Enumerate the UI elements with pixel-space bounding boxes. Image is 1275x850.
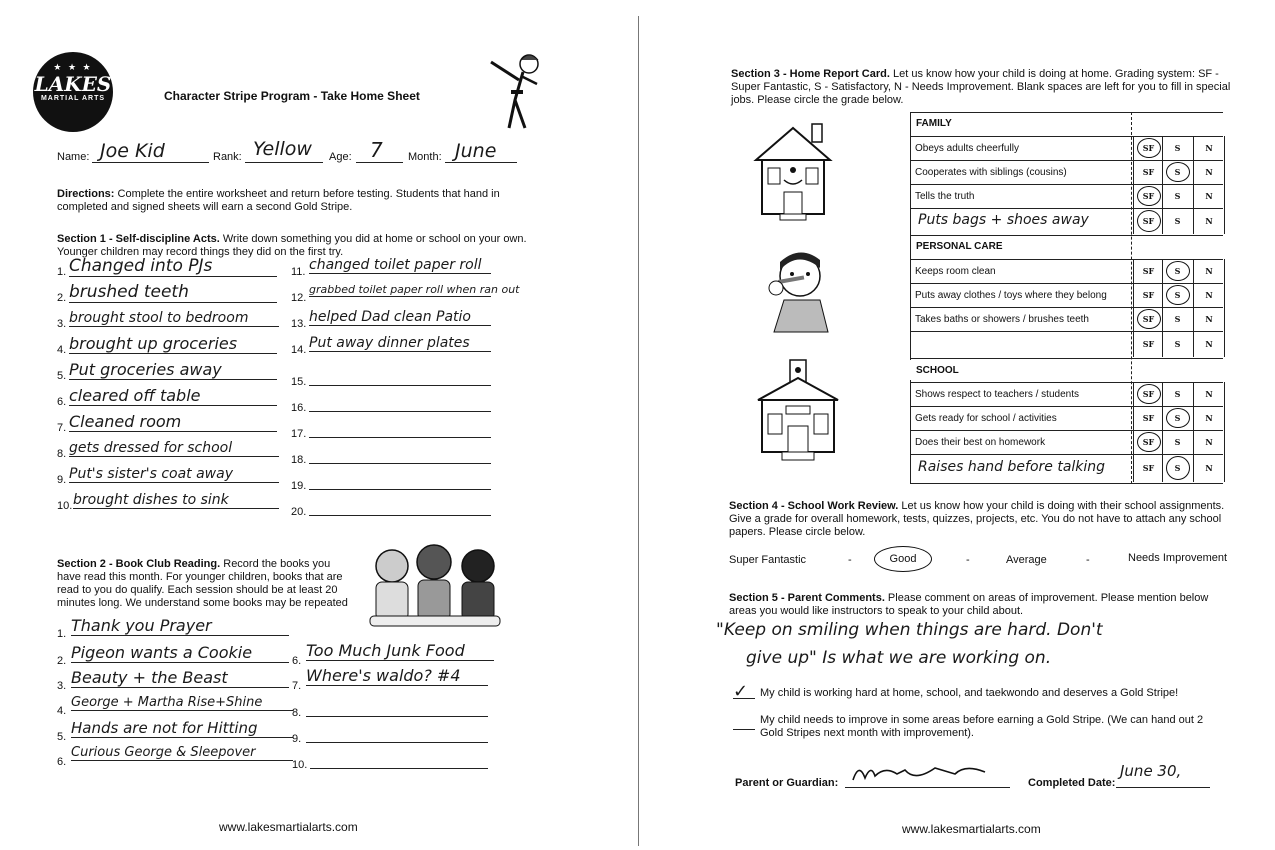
gold-stripe-statement: My child is working hard at home, school, and taekwondo and deserves a Gold Stripe! — [760, 687, 1179, 699]
section1-text: Write down something you did at home or school on your own. Younger children may record things they did on the first try. — [57, 233, 527, 258]
family-header: FAMILY — [916, 118, 952, 129]
grade-cell-s[interactable] — [1162, 454, 1192, 482]
list-item: 10. — [292, 755, 307, 773]
book-entry[interactable]: Beauty + the Beast — [71, 668, 289, 688]
grade-label: S — [1174, 412, 1181, 423]
row-label: Cooperates with siblings (cousins) — [915, 167, 1067, 178]
personal-care-header: PERSONAL CARE — [916, 241, 1003, 252]
list-item: 17. — [291, 424, 306, 442]
book-entry[interactable]: Pigeon wants a Cookie — [71, 643, 289, 663]
right-footer-url[interactable]: www.lakesmartialarts.com — [902, 822, 1041, 836]
grade-label: S — [1174, 190, 1181, 201]
parent-comment-line-1[interactable]: "Keep on smiling when things are hard. Don't — [716, 620, 1103, 640]
grade-cell-n[interactable] — [1193, 331, 1225, 357]
grade-cell-n[interactable] — [1193, 208, 1225, 234]
section5-instructions — [729, 592, 1219, 618]
month-field[interactable] — [445, 140, 517, 163]
grade-cell-sf[interactable] — [1133, 283, 1163, 307]
page-title: Character Stripe Program - Take Home Sheet — [164, 89, 420, 103]
act-entry[interactable] — [309, 372, 491, 386]
grade-label: SF — [1142, 462, 1155, 473]
list-item: 7. Cleaned room — [57, 418, 66, 436]
grade-cell-sf[interactable] — [1133, 136, 1163, 160]
completed-date-label: Completed Date: — [1028, 777, 1116, 789]
act-entry[interactable]: Put's sister's coat away — [69, 466, 279, 483]
grade-label: SF — [1142, 215, 1155, 226]
book-entry[interactable] — [306, 703, 488, 717]
grade-circle-mark — [1137, 384, 1161, 404]
row-label: Tells the truth — [915, 191, 975, 202]
row-label[interactable]: Puts bags + shoes away — [918, 212, 1089, 228]
grade-cell-s[interactable] — [1162, 307, 1192, 331]
grade-cell-sf[interactable] — [1133, 307, 1163, 331]
list-item: 3. Beauty + the Beast — [57, 676, 66, 694]
grade-cell-sf[interactable] — [1133, 430, 1163, 454]
list-item: 18. — [291, 450, 306, 468]
list-item: 9. Put's sister's coat away — [57, 470, 66, 488]
grade-cell-sf[interactable] — [1133, 406, 1163, 430]
section1-heading: Section 1 - Self-discipline Acts. — [57, 233, 220, 245]
book-entry[interactable]: Hands are not for Hitting — [71, 719, 293, 738]
list-item: 6. Too Much Junk Food — [292, 651, 301, 669]
school-header: SCHOOL — [916, 365, 959, 376]
grade-label: S — [1174, 313, 1181, 324]
grade-label: N — [1205, 436, 1213, 447]
row-label: Obeys adults cheerfully — [915, 143, 1019, 154]
list-item: 10. brought dishes to sink — [57, 496, 72, 514]
grade-label: SF — [1142, 313, 1155, 324]
act-entry[interactable]: brought stool to bedroom — [69, 310, 279, 327]
grade-label: SF — [1142, 190, 1155, 201]
parent-comment-line-2[interactable]: give up" Is what we are working on. — [746, 648, 1052, 668]
act-entry[interactable]: Put away dinner plates — [309, 335, 491, 352]
grade-label: S — [1174, 215, 1181, 226]
list-item: 5. Put groceries away — [57, 366, 66, 384]
grade-circle-mark — [1166, 456, 1190, 480]
row-label: Shows respect to teachers / students — [915, 389, 1079, 400]
act-entry[interactable]: gets dressed for school — [69, 440, 279, 457]
grade-cell-s[interactable] — [1162, 136, 1192, 160]
act-entry[interactable] — [309, 424, 491, 438]
review-separator: - — [848, 554, 852, 566]
grade-label: N — [1205, 289, 1213, 300]
lakes-logo — [33, 52, 113, 132]
check-mark-icon: ✓ — [733, 681, 749, 702]
act-entry[interactable]: Changed into PJs — [69, 256, 277, 277]
act-entry[interactable]: brushed teeth — [69, 282, 277, 303]
list-item: 12. grabbed toilet paper roll when ran out — [291, 283, 520, 304]
rank-value: Yellow — [253, 138, 312, 160]
grade-cell-sf[interactable] — [1133, 259, 1163, 283]
grade-label: S — [1174, 142, 1181, 153]
list-item: 8. — [292, 703, 301, 721]
row-label[interactable]: Raises hand before talking — [918, 459, 1106, 475]
section2-instructions — [57, 558, 355, 610]
karate-kid-illustration — [485, 50, 545, 132]
section5-heading: Section 5 - Parent Comments. — [729, 592, 885, 604]
grade-label: N — [1205, 166, 1213, 177]
grade-label: N — [1205, 190, 1213, 201]
review-option-good-label: Good — [889, 553, 917, 565]
grade-circle-mark — [1166, 261, 1190, 281]
list-item: 20. — [291, 502, 306, 520]
row-label: Puts away clothes / toys where they belong — [915, 290, 1107, 301]
grade-label: S — [1174, 289, 1181, 300]
grade-cell-sf[interactable] — [1133, 184, 1163, 208]
grade-cell-s[interactable] — [1162, 259, 1192, 283]
act-entry[interactable]: brought up groceries — [69, 334, 277, 354]
grade-label: N — [1205, 412, 1213, 423]
grade-cell-s[interactable] — [1162, 283, 1192, 307]
grade-label: SF — [1142, 412, 1155, 423]
month-value: June — [455, 140, 497, 162]
table-top-border — [910, 112, 1223, 113]
grade-cell-n[interactable] — [1193, 454, 1225, 482]
grade-cell-sf[interactable] — [1133, 331, 1163, 357]
grade-cell-sf[interactable] — [1133, 382, 1163, 406]
name-label: Name: — [57, 151, 90, 163]
grade-circle-mark — [1137, 186, 1161, 206]
section3-instructions — [731, 68, 1231, 107]
grade-circle-mark — [1137, 309, 1161, 329]
grade-label: SF — [1142, 289, 1155, 300]
book-entry[interactable]: Curious George & Sleepover — [71, 745, 293, 761]
list-item: 6. cleared off table — [57, 392, 66, 410]
page-divider — [638, 16, 639, 846]
row-label: Takes baths or showers / brushes teeth — [915, 314, 1089, 325]
act-entry[interactable]: Put groceries away — [69, 360, 277, 380]
list-item: 14. Put away dinner plates — [291, 340, 306, 358]
act-entry[interactable]: Cleaned room — [69, 412, 277, 432]
month-label: Month: — [408, 151, 442, 163]
grade-cell-n[interactable] — [1193, 184, 1225, 208]
act-entry[interactable]: brought dishes to sink — [73, 492, 279, 509]
boy-brushing-teeth-illustration — [762, 246, 832, 334]
act-entry[interactable] — [309, 476, 491, 490]
age-field[interactable] — [356, 138, 403, 163]
grade-cell-n[interactable] — [1193, 382, 1225, 406]
grade-label: S — [1174, 462, 1181, 473]
grade-label: N — [1205, 313, 1213, 324]
grade-cell-s[interactable] — [1162, 406, 1192, 430]
grade-label: N — [1205, 142, 1213, 153]
grade-cell-n[interactable] — [1193, 136, 1225, 160]
list-item: 1. Thank you Prayer — [57, 624, 66, 642]
grade-label: N — [1205, 388, 1213, 399]
gold-stripe-checkbox[interactable] — [733, 681, 755, 702]
grade-cell-n[interactable] — [1193, 307, 1225, 331]
school-illustration — [752, 356, 844, 466]
act-entry[interactable] — [309, 502, 491, 516]
review-separator: - — [966, 554, 970, 566]
grade-cell-s[interactable] — [1162, 382, 1192, 406]
book-entry[interactable]: George + Martha Rise+Shine — [71, 695, 293, 711]
list-item: 4. George + Martha Rise+Shine — [57, 701, 66, 719]
list-item: 9. — [292, 729, 301, 747]
section4-instructions — [729, 500, 1229, 539]
grade-cell-sf[interactable] — [1133, 160, 1163, 184]
grade-cell-n[interactable] — [1193, 283, 1225, 307]
book-entry[interactable]: Too Much Junk Food — [306, 641, 494, 661]
list-item: 16. — [291, 398, 306, 416]
list-item: 3. brought stool to bedroom — [57, 314, 66, 332]
list-item: 4. brought up groceries — [57, 340, 66, 358]
section4-heading: Section 4 - School Work Review. — [729, 500, 899, 512]
age-value: 7 — [370, 138, 383, 162]
parent-signature-field[interactable] — [845, 760, 1010, 788]
grade-cell-s[interactable] — [1162, 430, 1192, 454]
grade-label: SF — [1142, 388, 1155, 399]
grade-cell-n[interactable] — [1193, 406, 1225, 430]
grade-label: SF — [1142, 265, 1155, 276]
age-label: Age: — [329, 151, 352, 163]
directions-text: Complete the entire worksheet and return before testing. Students that hand in completed and signed sheets will earn a second Gold Stripe. — [57, 188, 500, 213]
review-option-average[interactable]: Average — [1006, 554, 1047, 566]
act-entry[interactable] — [309, 450, 491, 464]
review-option-super-fantastic[interactable]: Super Fantastic — [729, 554, 807, 566]
name-value: Joe Kid — [100, 140, 165, 162]
act-entry[interactable]: cleared off table — [69, 386, 277, 406]
book-entry[interactable]: Thank you Prayer — [71, 616, 289, 636]
review-option-good[interactable] — [874, 546, 932, 572]
review-separator: - — [1086, 554, 1090, 566]
rank-label: Rank: — [213, 151, 242, 163]
list-item: 5. Hands are not for Hitting — [57, 727, 66, 745]
section3-heading: Section 3 - Home Report Card. — [731, 68, 890, 80]
directions — [57, 188, 517, 214]
act-entry[interactable] — [309, 398, 491, 412]
row-label: Does their best on homework — [915, 437, 1046, 448]
list-item: 11. changed toilet paper roll — [291, 262, 305, 280]
grade-label: S — [1174, 388, 1181, 399]
grade-circle-mark — [1137, 432, 1161, 452]
list-item: 6. Curious George & Sleepover — [57, 752, 66, 770]
grade-circle-mark — [1137, 138, 1161, 158]
section4-text: Let us know how your child is doing with their school assignments. Give a grade for overall homework, tests, quizzes, projects, etc. You do not have to attach any school papers. Please circle below. — [729, 500, 1225, 538]
grade-cell-s[interactable] — [1162, 208, 1192, 234]
grade-label: N — [1205, 215, 1213, 226]
grade-circle-mark — [1166, 285, 1190, 305]
grade-label: S — [1174, 338, 1181, 349]
grade-cell-s[interactable] — [1162, 184, 1192, 208]
list-item: 15. — [291, 372, 306, 390]
grade-label: S — [1174, 166, 1181, 177]
grade-label: SF — [1142, 142, 1155, 153]
list-item: 19. — [291, 476, 306, 494]
row-label: Gets ready for school / activities — [915, 413, 1057, 424]
section5-text: Please comment on areas of improvement. Please mention below areas you would like instructors to speak to your child about. — [729, 592, 1209, 617]
grade-label: S — [1174, 265, 1181, 276]
grade-cell-sf[interactable] — [1133, 454, 1163, 482]
act-entry[interactable]: changed toilet paper roll — [309, 257, 491, 274]
book-entry[interactable] — [310, 755, 488, 769]
section2-heading: Section 2 - Book Club Reading. — [57, 558, 221, 570]
book-entry[interactable] — [306, 729, 488, 743]
list-item: 2. brushed teeth — [57, 288, 66, 306]
rank-field[interactable] — [245, 138, 323, 163]
act-entry[interactable]: helped Dad clean Patio — [309, 309, 491, 326]
completed-date-value: June 30, — [1120, 762, 1182, 780]
grade-cell-n[interactable] — [1193, 430, 1225, 454]
list-item: 2. Pigeon wants a Cookie — [57, 651, 66, 669]
grade-cell-s[interactable] — [1162, 331, 1192, 357]
parent-signature-label: Parent or Guardian: — [735, 777, 839, 789]
grade-circle-mark — [1166, 162, 1190, 182]
grade-label: SF — [1142, 338, 1155, 349]
kids-reading-illustration — [368, 542, 502, 628]
directions-heading: Directions: — [57, 188, 115, 200]
logo-top-text: LAKES — [34, 72, 112, 96]
left-footer-url[interactable]: www.lakesmartialarts.com — [219, 820, 358, 834]
grade-label: N — [1205, 462, 1213, 473]
grade-circle-mark — [1137, 210, 1161, 232]
needs-improvement-checkbox[interactable] — [733, 716, 755, 730]
grade-label: N — [1205, 338, 1213, 349]
grade-label: SF — [1142, 166, 1155, 177]
needs-improvement-statement: My child needs to improve in some areas before earning a Gold Stripe. (We can hand out 2 Gold Stripes next month with improvement). — [760, 714, 1204, 739]
completed-date-field[interactable] — [1116, 762, 1210, 788]
grade-label: N — [1205, 265, 1213, 276]
house-illustration — [752, 120, 834, 224]
grade-circle-mark — [1166, 408, 1190, 428]
section3-text: Let us know how your child is doing at home. Grading system: SF - Super Fantastic, S - Satisfactory, N - Needs Improvement. Blank spaces are left for you to fill in special jobs. Please circle the grade below. — [731, 68, 1231, 106]
row-label: Keeps room clean — [915, 266, 996, 277]
name-field[interactable] — [92, 140, 209, 163]
grade-cell-n[interactable] — [1193, 160, 1225, 184]
book-entry[interactable]: Where's waldo? #4 — [306, 666, 488, 686]
act-entry[interactable]: grabbed toilet paper roll when ran out — [309, 283, 520, 296]
list-item: 1. Changed into PJs — [57, 262, 66, 280]
list-item: 7. Where's waldo? #4 — [292, 676, 301, 694]
list-item: 13. helped Dad clean Patio — [291, 314, 306, 332]
section2-text: Record the books you have read this month. For younger children, books that are read to you do qualify. Each session should be at least 20 minutes long. We understand some books may be repeated — [57, 558, 348, 609]
logo-stars-icon: ★ ★ ★ — [53, 62, 93, 72]
grade-cell-sf[interactable] — [1133, 208, 1163, 234]
logo-bottom-text: MARTIAL ARTS — [40, 95, 106, 102]
grade-label: SF — [1142, 436, 1155, 447]
grade-cell-s[interactable] — [1162, 160, 1192, 184]
signature-mark — [845, 760, 1005, 786]
grade-cell-n[interactable] — [1193, 259, 1225, 283]
review-option-needs-improvement[interactable]: Needs Improvement — [1128, 552, 1228, 564]
list-item: 8. gets dressed for school — [57, 444, 66, 462]
grade-label: S — [1174, 436, 1181, 447]
